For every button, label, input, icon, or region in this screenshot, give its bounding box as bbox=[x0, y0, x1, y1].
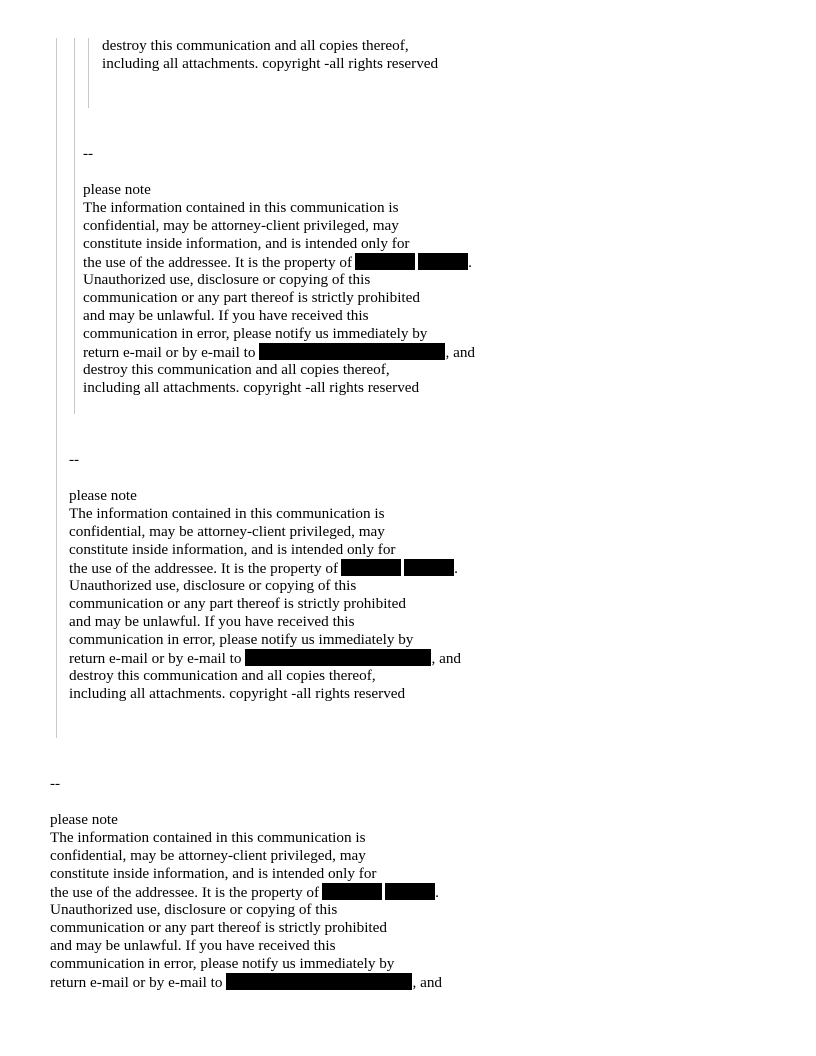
body-line: constitute inside information, and is intended only for bbox=[69, 541, 396, 558]
body-line: destroy this communication and all copies thereof, bbox=[83, 361, 390, 378]
body-line: and may be unlawful. If you have received this bbox=[69, 613, 355, 630]
body-line: Unauthorized use, disclosure or copying of this bbox=[50, 901, 338, 918]
body-text: the use of the addressee. It is the property of bbox=[50, 884, 320, 901]
body-line: Unauthorized use, disclosure or copying of this bbox=[83, 271, 371, 288]
body-line: including all attachments. copyright -all rights reserved bbox=[102, 55, 439, 72]
body-line: communication in error, please notify us immediately by bbox=[50, 955, 395, 972]
body-text: return e-mail or by e-mail to bbox=[50, 974, 223, 991]
body-text: return e-mail or by e-mail to bbox=[83, 344, 256, 361]
body-line: and may be unlawful. If you have received this bbox=[83, 307, 369, 324]
notice-heading: please note bbox=[50, 811, 118, 828]
redacted-block bbox=[404, 559, 454, 576]
notice-heading: please note bbox=[83, 181, 151, 198]
email-line bbox=[83, 343, 475, 361]
body-line: communication or any part thereof is strictly prohibited bbox=[83, 289, 420, 306]
quote-bar-middle bbox=[74, 38, 75, 414]
body-text: . bbox=[468, 254, 472, 271]
body-line: destroy this communication and all copies thereof, bbox=[102, 37, 409, 54]
email-line bbox=[69, 649, 461, 667]
body-text: return e-mail or by e-mail to bbox=[69, 650, 242, 667]
body-line: confidential, may be attorney-client privileged, may bbox=[83, 217, 399, 234]
signature-separator: -- bbox=[50, 775, 61, 792]
signature-separator: -- bbox=[69, 451, 80, 468]
body-line: confidential, may be attorney-client privileged, may bbox=[69, 523, 385, 540]
body-line: communication or any part thereof is strictly prohibited bbox=[50, 919, 387, 936]
body-line: communication in error, please notify us immediately by bbox=[83, 325, 428, 342]
body-text: the use of the addressee. It is the property of bbox=[69, 560, 339, 577]
property-line bbox=[69, 559, 458, 577]
body-line: The information contained in this communication is bbox=[50, 829, 366, 846]
redacted-email bbox=[226, 973, 412, 990]
redacted-block bbox=[341, 559, 401, 576]
body-line: The information contained in this communication is bbox=[83, 199, 399, 216]
body-line: Unauthorized use, disclosure or copying of this bbox=[69, 577, 357, 594]
redacted-email bbox=[245, 649, 431, 666]
quote-bar-inner bbox=[88, 38, 89, 108]
body-text: . bbox=[435, 884, 439, 901]
body-line: The information contained in this communication is bbox=[69, 505, 385, 522]
body-line: and may be unlawful. If you have received this bbox=[50, 937, 336, 954]
redacted-email bbox=[259, 343, 445, 360]
notice-heading: please note bbox=[69, 487, 137, 504]
property-line bbox=[83, 253, 472, 271]
body-text: , and bbox=[412, 974, 443, 991]
redacted-block bbox=[418, 253, 468, 270]
redacted-block bbox=[385, 883, 435, 900]
body-line: constitute inside information, and is intended only for bbox=[83, 235, 410, 252]
redacted-block bbox=[322, 883, 382, 900]
quote-bar-outer bbox=[56, 38, 57, 738]
body-line: destroy this communication and all copies thereof, bbox=[69, 667, 376, 684]
body-line: communication in error, please notify us immediately by bbox=[69, 631, 414, 648]
body-text: . bbox=[454, 560, 458, 577]
body-text: the use of the addressee. It is the property of bbox=[83, 254, 353, 271]
property-line bbox=[50, 883, 439, 901]
body-text: , and bbox=[445, 344, 476, 361]
body-line: including all attachments. copyright -all rights reserved bbox=[83, 379, 420, 396]
redacted-block bbox=[355, 253, 415, 270]
body-line: constitute inside information, and is intended only for bbox=[50, 865, 377, 882]
body-text: , and bbox=[431, 650, 462, 667]
email-line bbox=[50, 973, 442, 991]
body-line: communication or any part thereof is strictly prohibited bbox=[69, 595, 406, 612]
signature-separator: -- bbox=[83, 145, 94, 162]
body-line: confidential, may be attorney-client privileged, may bbox=[50, 847, 366, 864]
body-line: including all attachments. copyright -all rights reserved bbox=[69, 685, 406, 702]
